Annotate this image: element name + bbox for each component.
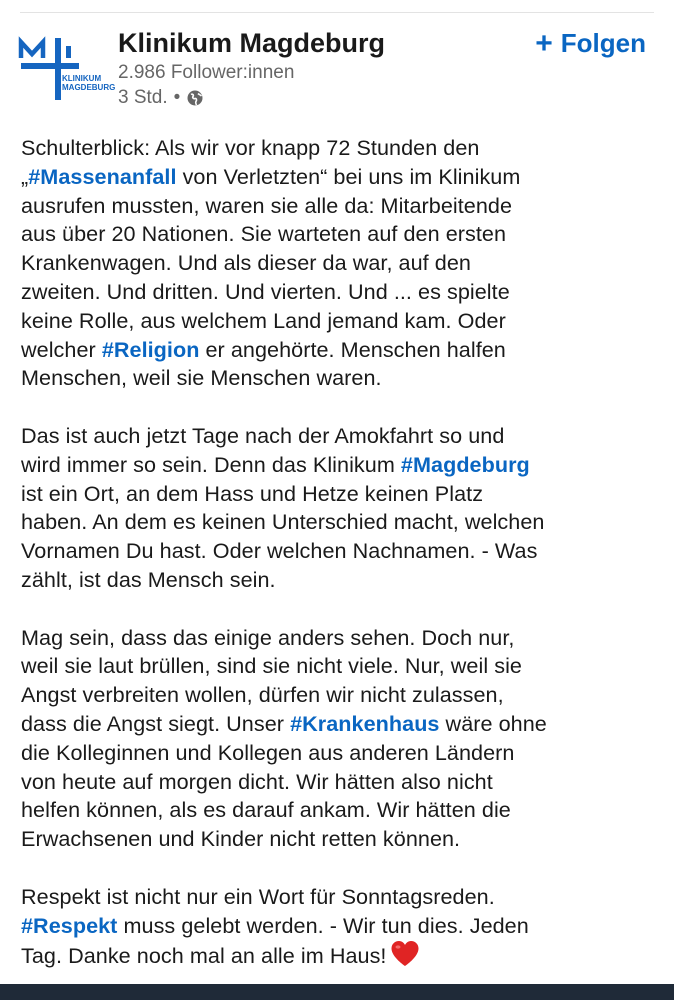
text-line: weil sie laut brüllen, sind sie nicht viele. Nur, weil sie [21,653,522,679]
text-line: welcher #Religion er angehörte. Menschen halfen [21,336,506,362]
post-paragraph-3 [21,624,661,854]
globe-icon [186,89,204,107]
text-line: Schulterblick: Als wir vor knapp 72 Stunden den [21,135,480,160]
text-line: #Respekt muss gelebt werden. - Wir tun dies. Jeden [21,912,529,938]
top-divider [20,12,654,13]
hashtag-massenanfall[interactable]: #Massenanfall [28,163,177,189]
follow-button[interactable] [535,28,646,59]
post-paragraph-1 [21,134,661,393]
bottom-bar [0,984,674,1000]
text-line: keine Rolle, aus welchem Land jemand kam. Oder [21,307,506,333]
text-line: ist ein Ort, an dem Hass und Hetze keinen Platz [21,480,484,506]
text-line: aus über 20 Nationen. Sie warteten auf den ersten [21,221,507,247]
text-line: Vornamen Du hast. Oder welchen Nachnamen. - Was [21,538,538,564]
text-line: Respekt ist nicht nur ein Wort für Sonntagsreden. [21,883,495,909]
post-paragraph-2 [21,422,661,595]
meta-separator: • [173,87,181,108]
plus-icon: + [535,26,553,60]
hashtag-krankenhaus[interactable]: #Krankenhaus [290,710,440,736]
text-line: wird immer so sein. Denn das Klinikum #Magdeburg [21,451,530,477]
text-line: haben. An dem es keinen Unterschied macht, welchen [21,509,545,535]
text-line: Tag. Danke noch mal an alle im Haus! [21,940,661,971]
text-line: Menschen, weil sie Menschen waren. [21,365,382,391]
post-time: 3 Std. [118,87,168,108]
post-paragraph-4 [21,883,661,971]
text-line: ausrufen mussten, waren sie alle da: Mitarbeitende [21,192,513,218]
follow-label: Folgen [560,28,646,58]
heart-icon [390,940,420,967]
hashtag-religion[interactable]: #Religion [101,336,200,362]
text-line: Krankenwagen. Und als dieser da war, auf den [21,250,471,276]
follower-count: 2.986 Follower:innen [118,62,295,83]
text-line: „#Massenanfall von Verletzten“ bei uns im Klinikum [21,163,521,189]
org-name[interactable]: Klinikum Magdeburg [118,28,386,58]
logo-text-line1: KLINIKUM [62,74,102,83]
post-meta [118,87,204,109]
hashtag-respekt[interactable]: #Respekt [21,912,118,938]
text-line: zählt, ist das Mensch sein. [21,566,276,592]
logo-text-line2: MAGDEBURG [62,83,116,92]
post-body [21,134,661,971]
text-line: die Kolleginnen und Kollegen aus anderen Ländern [21,739,515,765]
text-line: Das ist auch jetzt Tage nach der Amokfahrt so und [21,422,505,448]
text-line: Erwachsenen und Kinder nicht retten können. [21,826,461,852]
text-line: zweiten. Und dritten. Und vierten. Und ... es spielte [21,278,510,304]
hashtag-magdeburg[interactable]: #Magdeburg [400,451,530,477]
klinikum-logo-icon [18,36,116,102]
text-line: Angst verbreiten wollen, dürfen wir nicht zulassen, [21,682,504,708]
org-logo[interactable] [18,36,116,102]
text-line: helfen können, als es darauf ankam. Wir hätten die [21,797,511,823]
text-line: dass die Angst siegt. Unser #Krankenhaus wäre ohne [21,710,547,736]
text-line: Mag sein, dass das einige anders sehen. Doch nur, [21,624,515,650]
text-line: von heute auf morgen dicht. Wir hätten also nicht [21,768,493,794]
